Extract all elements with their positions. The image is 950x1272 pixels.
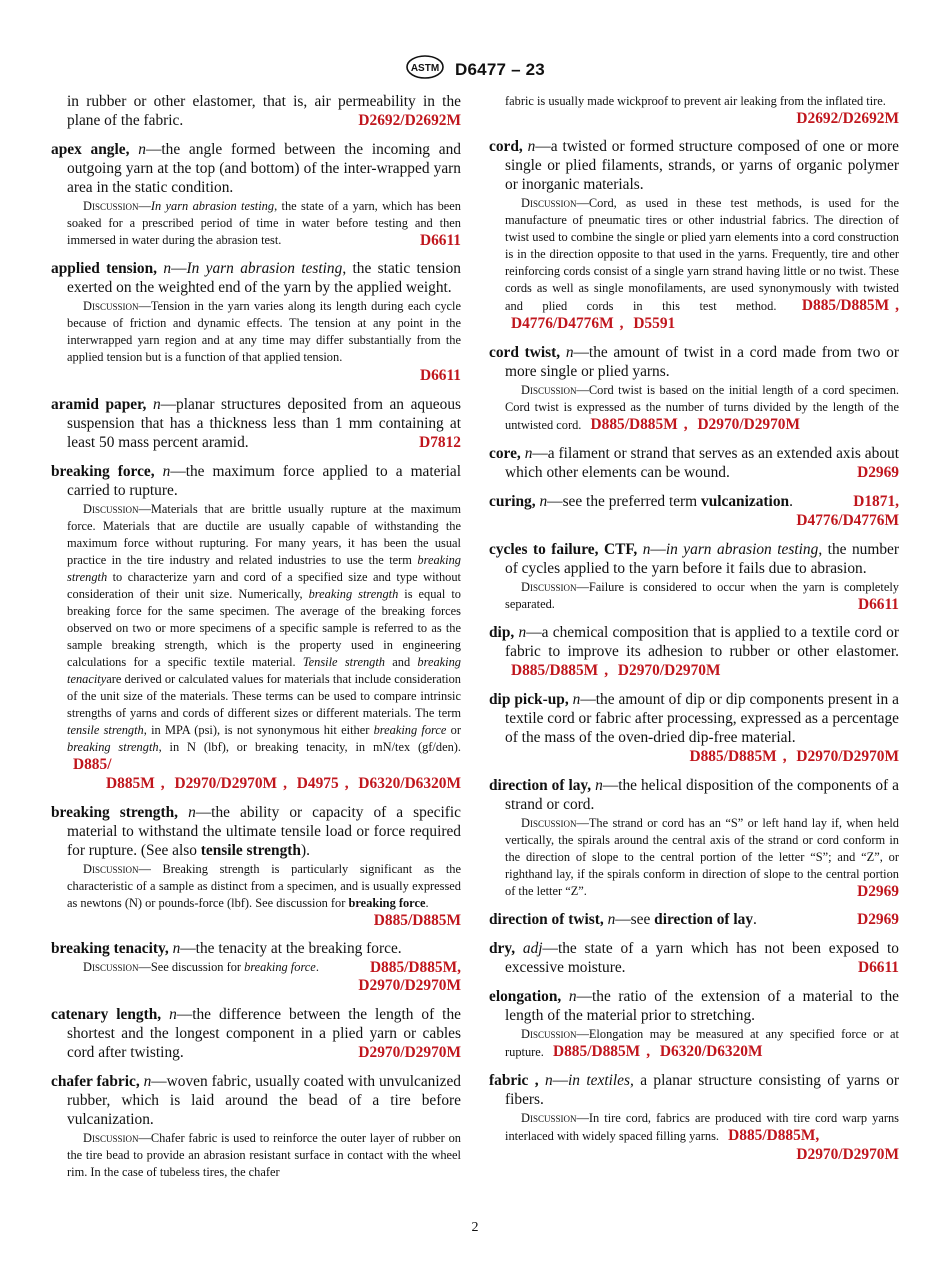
reference-link[interactable]: D2692/D2692M [358,112,461,129]
term: dip pick-up, [489,691,569,708]
term: core, [489,445,521,462]
reference-link[interactable]: D6320/D6320M [659,1043,763,1060]
discussion: Discussion—Cord, as used in these test methods, is used for the manufacture of pneumatic tires or other industrial fabrics. The direction of twist used to combine the single or plied yarn elements into a cord construction is in the direction opposite to that used in the yarns. Frequently, tire and other reinforcing cords consist of a single yarn strand having little or no twist. These cords as well as single monofilaments, are used synonymously with twisted and plied cords in this test method. D885/D885M , D4776/D4776M , D5591 [505,196,899,332]
term: catenary length, [51,1006,162,1023]
entry-core: core, n—a filament or strand that serves as an extended axis about which other elements can be wound. D2969 [489,445,899,481]
reference-link[interactable]: D885M [106,775,155,792]
reference-link[interactable]: D2692/D2692M [796,110,899,127]
entry-direction-of-lay: direction of lay, n—the helical disposition of the components of a strand or cord. Discussion—The strand or cord has an “S” or left hand lay if, when held vertically, the spirals around the central axis of the strand or cord conform in the direction of slope to the central portion of the letter “S”; and “Z”, or righthand lay, if the spirals conform in direction of slope to the central portion of the letter “Z”. D2969 [489,777,899,900]
entry-continuation: in rubber or other elastomer, that is, air permeability in the plane of the fabric. D2692/D2692M [67,93,461,129]
entry-dip: dip, n—a chemical composition that is applied to a textile cord or fabric to improve its adhesion to rubber or other elastomer. D885/D885M , D2970/D2970M [489,624,899,679]
entry-dry: dry, adj—the state of a yarn which has not been exposed to excessive moisture. D6611 [489,940,899,976]
discussion: Discussion— Breaking strength is particularly significant as the characteristic of a sample as distinct from a specimen, and is usually expressed as newtons (N) or pounds-force (lbf). See discussion for breaking force. D885/D885M [67,862,461,929]
discussion: Discussion—Cord twist is based on the initial length of a cord specimen. Cord twist is expressed as the number of turns divided by the length of the untwisted cord. D885/D885M , D2970/D2970M [505,383,899,433]
entry-breaking-force: breaking force, n—the maximum force applied to a material carried to rupture. Discussion—Materials that are brittle usually rupture at the maximum force. Materials that are ductile are usually capable of withstanding the maximum force without rupturing. For many years, it has been the usual practice in the tire industry and related industries to use the term breaking strength to characterize yarn and cord of a specified size and type without consideration of their unit size. Numerically, breaking strength is equal to breaking force for the same specimen. The average of the breaking forces observed on two or more specimens of a specific sample is referred to as the sample breaking strength, which is the property used in engineering calculations for a specific textile material. Tensile strength and breaking tenacityare derived or calculated values for materials that include consideration of the unit size of the materials. These terms can be used to compare intrinsic strengths of yarns and cords of different sizes or different materials. The term tensile strength, in MPA (psi), is not synonymous hit either breaking force or breaking strength, in N (lbf), or breaking tenacity, in mN/tex (gf/den). D885/ D885M , D2970/D2970M , D4975 , D6320/D6320M [51,463,462,792]
discussion: Discussion—Materials that are brittle usually rupture at the maximum force. Materials that are ductile are usually capable of withstanding the maximum force without rupturing. For many years, it has been the usual practice in the tire industry and related industries to use the term breaking strength to characterize yarn and cord of a specified size and type without consideration of their unit size. Numerically, breaking strength is equal to breaking force for the same specimen. The average of the breaking forces observed on two or more specimens of a specific sample is referred to as the sample breaking strength, which is the property used in engineering calculations for a specific textile material. Tensile strength and breaking tenacityare derived or calculated values for materials that include consideration of the unit size of the materials. These terms can be used to compare intrinsic strengths of yarns and cords of different sizes or different materials. The term tensile strength, in MPA (psi), is not synonymous hit either breaking force or breaking strength, in N (lbf), or breaking tenacity, in mN/tex (gf/den). D885/ [67,502,462,773]
term: cycles to failure, CTF, [489,541,638,558]
reference-link[interactable]: D2969 [857,883,899,900]
entry-apex-angle: apex angle, n—the angle formed between the incoming and outgoing yarn at the top (and bottom) of the inter-wrapped yarn area in the static condition. Discussion—In yarn abrasion testing, the state of a yarn, which has been soaked for a prescribed period of time in water before testing and then immersed in water during the abrasion test. D6611 [51,141,461,249]
term: elongation, [489,988,562,1005]
reference-link[interactable]: D6611 [419,367,461,384]
term: fabric , [489,1072,539,1089]
entry-cord-twist: cord twist, n—the amount of twist in a cord made from two or more single or plied yarns. Discussion—Cord twist is based on the initial length of a cord specimen. Cord twist is expressed as the number of turns divided by the length of the untwisted cord. D885/D885M , D2970/D2970M [489,344,900,433]
discussion: Discussion—In tire cord, fabrics are produced with tire cord warp yarns interlaced with widely spaced filling yarns. D885/D885M, [505,1111,899,1144]
right-column [489,92,899,1174]
entry-dip-pick-up: dip pick-up, n—the amount of dip or dip components present in a textile cord or fabric after processing, expressed as a percentage of the mass of the oven-dried dip-free material. D885/D885M , D2970/D2970M [489,691,899,765]
page-header [0,54,950,85]
reference-link[interactable]: D4975 [296,775,339,792]
reference-link[interactable]: D885/D885M [801,297,890,314]
reference-link[interactable]: D885/D885M, [728,1127,820,1144]
astm-logo-icon [405,54,445,85]
reference-link[interactable]: D885/D885M [553,1043,641,1060]
entry-catenary-length: catenary length, n—the difference between the length of the shortest and the longest component in a plied yarn or cables cord after twisting. D2970/D2970M [51,1006,461,1061]
reference-link[interactable]: D4776/D4776M [511,315,614,332]
reference-link[interactable]: D5591 [633,315,676,332]
reference-link[interactable]: D6611 [857,959,899,976]
reference-link[interactable]: D2970/D2970M [358,977,461,994]
term: dip, [489,624,515,641]
term: breaking force, [51,463,155,480]
entry-applied-tension: applied tension, n—In yarn abrasion testing, the static tension exerted on the weighted end of the yarn by the applied weight. Discussion—Tension in the yarn varies along its length during each cycle because of friction and dynamic effects. The tension at any point in the interwrapped yarn region and at any time may differ substantially from the applied tension but is a function of that applied tension. D6611 [51,260,461,384]
term: dry, [489,940,516,957]
reference-link[interactable]: D2969 [857,911,899,928]
term: cord, [489,138,523,155]
entry-elongation: elongation, n—the ratio of the extension of a material to the length of the material prior to stretching. Discussion—Elongation may be measured at any specified force or at rupture. D885/D885M , D6320/D6320M [489,988,899,1060]
reference-link[interactable]: D885/D885M [373,912,461,929]
discussion: Discussion—The strand or cord has an “S” or left hand lay if, when held vertically, the spirals around the central axis of the strand or cord conform in the direction of slope to the central portion of the letter “S”; and “Z”, or righthand lay, if the spirals conform in direction of slope to the central portion of the letter “Z”. D2969 [505,816,899,900]
entry-continuation: fabric is usually made wickproof to prevent air leaking from the inflated tire. D2692/D2692M [505,94,899,127]
discussion: Discussion—In yarn abrasion testing, the state of a yarn, which has been soaked for a prescribed period of time in water before testing and then immersed in water during the abrasion test. D6611 [67,199,461,249]
reference-link[interactable]: D885/D885M, [369,959,461,976]
term: apex angle, [51,141,130,158]
reference-link[interactable]: D885/D885M [511,662,599,679]
reference-link[interactable]: D885/D885M [689,748,777,765]
reference-link[interactable]: D7812 [419,434,461,451]
term: cord twist, [489,344,561,361]
entry-chafer-fabric: chafer fabric, n—woven fabric, usually coated with unvulcanized rubber, which is laid around the bead of a tire before vulcanization. Discussion—Chafer fabric is used to reinforce the outer layer of rubber on the tire bead to provide an abrasion resistant surface in contact with the wheel rim. In the case of tubeless tires, the chafer [51,1073,461,1179]
reference-link[interactable]: D2969 [857,464,899,481]
term: direction of twist, [489,911,604,928]
reference-link[interactable]: D885/ [73,756,112,773]
entry-cycles-to-failure: cycles to failure, CTF, n—in yarn abrasion testing, the number of cycles applied to the yarn before it fails due to abrasion. Discussion—Failure is considered to occur when the yarn is completely separated. D6611 [489,541,900,613]
entry-breaking-tenacity: breaking tenacity, n—the tenacity at the breaking force. Discussion—See discussion for breaking force. D885/D885M, D2970/D2970M [51,940,461,994]
reference-link[interactable]: D6611 [419,232,461,249]
reference-link[interactable]: D2970/D2970M [174,775,278,792]
term: breaking tenacity, [51,940,169,957]
discussion: Discussion—Failure is considered to occur when the yarn is completely separated. D6611 [505,580,899,613]
designation: D6477 – 23 [455,59,545,79]
term: applied tension, [51,260,157,277]
reference-link[interactable]: D2970/D2970M [796,748,899,765]
reference-link[interactable]: D2970/D2970M [697,416,801,433]
term: breaking strength, [51,804,179,821]
entry-aramid-paper: aramid paper, n—planar structures deposited from an aqueous suspension that has a thickness less than 1 mm containing at least 50 mass percent aramid. D7812 [51,396,462,451]
term: chafer fabric, [51,1073,140,1090]
entry-direction-of-twist: direction of twist, n—see direction of lay. D2969 [489,911,899,928]
reference-link[interactable]: D1871, [853,493,899,510]
reference-link[interactable]: D4776/D4776M [796,512,899,529]
reference-link[interactable]: D2970/D2970M [796,1146,899,1163]
reference-link[interactable]: D6611 [857,596,899,613]
reference-link[interactable]: D885/D885M [590,416,678,433]
reference-link[interactable]: D6320/D6320M [358,775,461,792]
entry-curing: curing, n—see the preferred term vulcanization. D1871, D4776/D4776M [489,493,899,529]
svg-text:ASTM: ASTM [410,63,440,74]
term: aramid paper, [51,396,147,413]
entry-breaking-strength: breaking strength, n—the ability or capacity of a specific material to withstand the ultimate tensile load or force required for rupture. (See also tensile strength). Discussion— Breaking strength is particularly significant as the characteristic of a sample as distinct from a specimen, and is usually expressed as newtons (N) or pounds-force (lbf). See discussion for breaking force. D885/D885M [51,804,461,929]
entry-fabric: fabric , n—in textiles, a planar structure consisting of yarns or fibers. Discussion—In tire cord, fabrics are produced with tire cord warp yarns interlaced with widely spaced filling yarns. D885/D885M, D2970/D2970M [489,1072,899,1163]
entry-cord: cord, n—a twisted or formed structure composed of one or more single or plied filaments, strands, or yarns of organic polymer or inorganic materials. Discussion—Cord, as used in these test methods, is used for the manufacture of pneumatic tires or other industrial fabrics. The direction of twist used to combine the single or plied yarn elements into a cord construction is in the direction opposite to that used in the yarns. Frequently, tire and other reinforcing cords consist of a single yarn strand having little or no twist. These cords as well as single monofilaments, are used synonymously with twisted and plied cords in this test method. D885/D885M , D4776/D4776M , D5591 [489,138,899,332]
term: curing, [489,493,536,510]
discussion: Discussion—Tension in the yarn varies along its length during each cycle because of friction and dynamic effects. The tension at any point in the interwrapped yarn region and at any time may differ substantially from the applied tension but is a function of that applied tension. [67,299,461,364]
discussion: Discussion—See discussion for breaking force. D885/D885M, [83,959,461,976]
reference-link[interactable]: D2970/D2970M [617,662,721,679]
discussion: Discussion—Chafer fabric is used to reinforce the outer layer of rubber on the tire bead to provide an abrasion resistant surface in contact with the wheel rim. In the case of tubeless tires, the chafer [67,1131,461,1179]
page-number: 2 [471,1220,479,1235]
left-column [51,92,461,1191]
reference-link[interactable]: D2970/D2970M [358,1044,461,1061]
term: direction of lay, [489,777,592,794]
discussion: Discussion—Elongation may be measured at any specified force or at rupture. D885/D885M , D6320/D6320M [505,1027,899,1060]
